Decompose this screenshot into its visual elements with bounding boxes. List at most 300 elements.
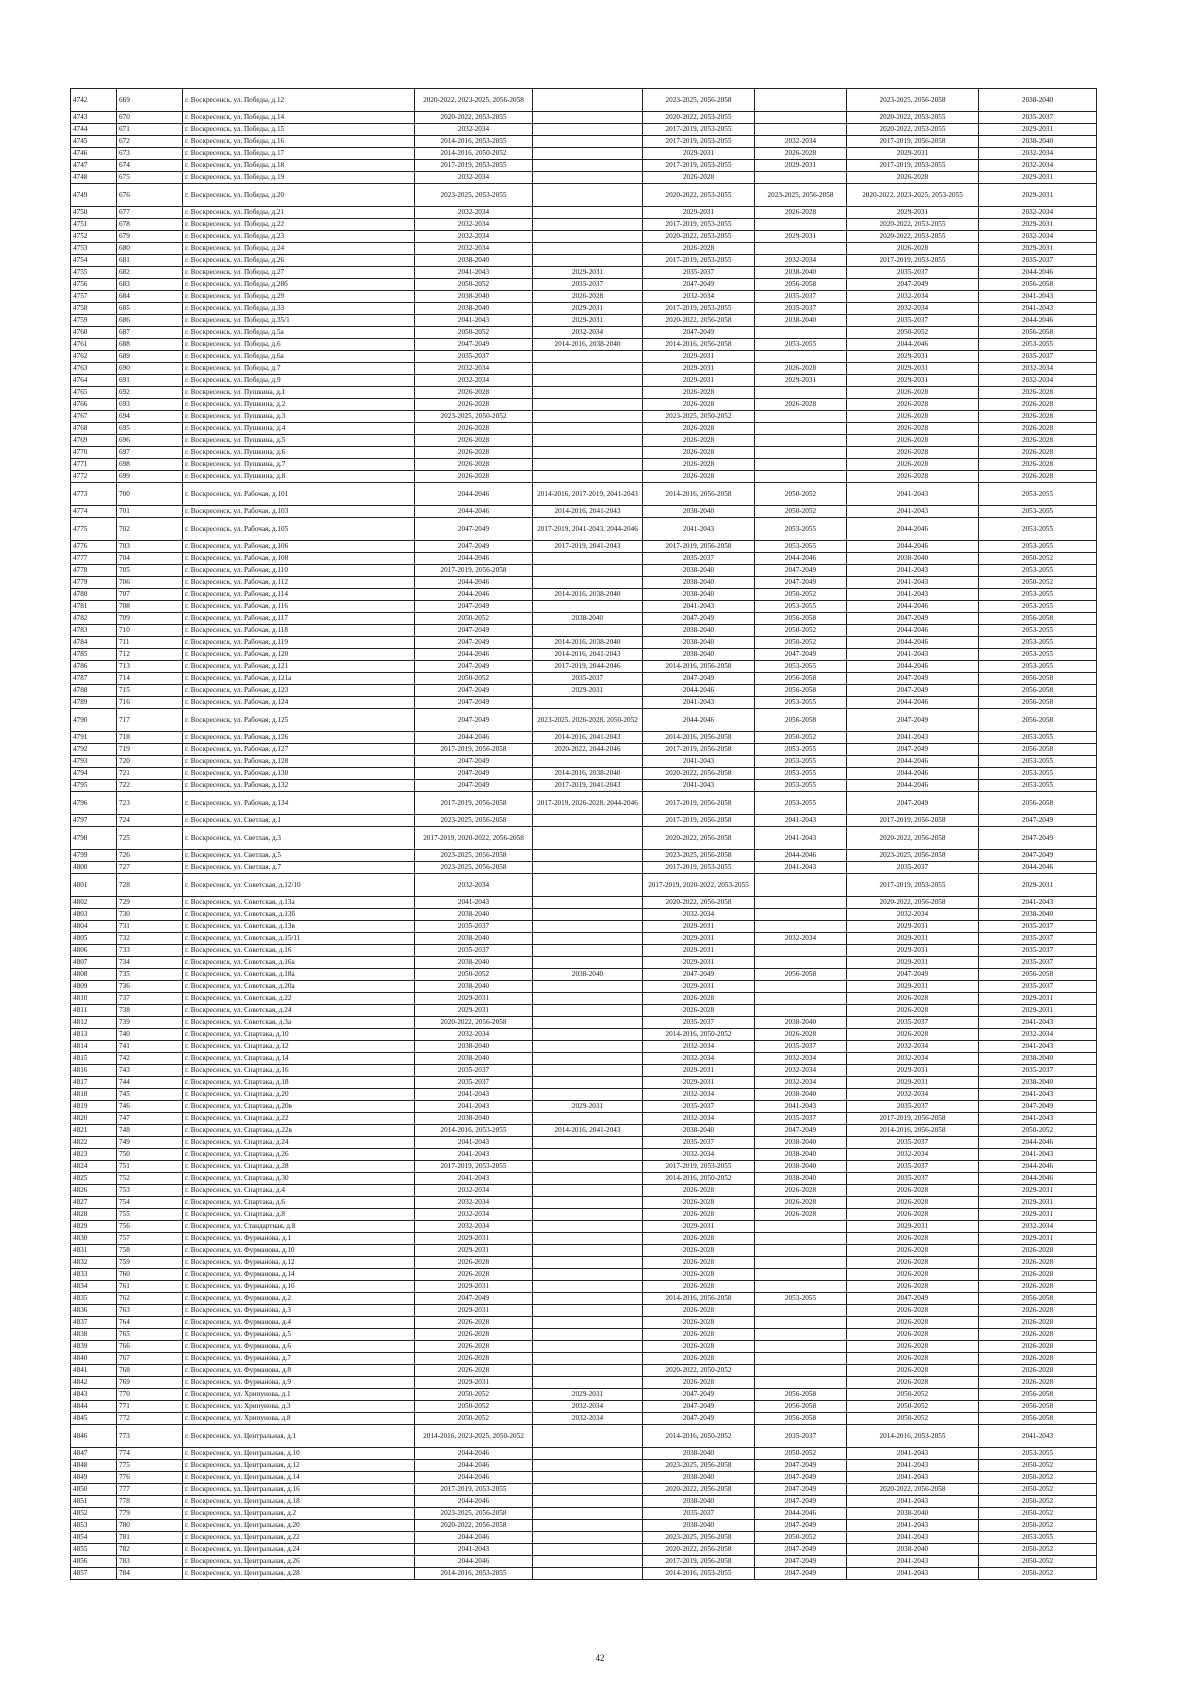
table-row	[71, 351, 1097, 363]
table-cell: г. Воскресенск, ул. Рабочая, д.106	[183, 541, 415, 553]
table-cell: 2032-2034	[533, 1413, 643, 1425]
table-cell: 2032-2034	[847, 909, 979, 921]
table-cell: 2029-2031	[847, 375, 979, 387]
table-cell: 2029-2031	[979, 874, 1097, 897]
table-cell: г. Воскресенск, ул. Победы, д.6	[183, 339, 415, 351]
table-cell: 2026-2028	[415, 435, 533, 447]
table-cell: г. Воскресенск, ул. Спартака, д.28	[183, 1161, 415, 1173]
table-cell: 2032-2034	[755, 933, 847, 945]
table-cell: 748	[117, 1125, 183, 1137]
table-cell: 2047-2049	[847, 685, 979, 697]
table-cell: 2032-2034	[847, 303, 979, 315]
table-cell	[533, 207, 643, 219]
table-cell: 2047-2049	[755, 577, 847, 589]
table-cell: 2041-2043	[415, 267, 533, 279]
table-cell: 2047-2049	[643, 327, 755, 339]
table-cell: 4846	[71, 1425, 117, 1448]
table-cell: 4824	[71, 1161, 117, 1173]
table-cell: г. Воскресенск, ул. Победы, д.35/1	[183, 315, 415, 327]
table-cell: 713	[117, 661, 183, 673]
table-cell: 2029-2031	[979, 184, 1097, 207]
table-cell: 4780	[71, 589, 117, 601]
table-cell: 2029-2031	[415, 1245, 533, 1257]
table-cell: 2044-2046	[415, 1556, 533, 1568]
table-cell: 2044-2046	[755, 553, 847, 565]
table-cell: 2032-2034	[847, 1041, 979, 1053]
table-cell: 2014-2016, 2056-2058	[643, 732, 755, 744]
table-cell: 2050-2052	[979, 553, 1097, 565]
table-cell: 2047-2049	[415, 541, 533, 553]
table-cell: 4838	[71, 1329, 117, 1341]
table-cell: г. Воскресенск, ул. Светлая, д.1	[183, 815, 415, 827]
table-cell: 2029-2031	[755, 375, 847, 387]
table-cell: 2017-2019, 2053-2055	[847, 160, 979, 172]
table-cell: г. Воскресенск, ул. Рабочая, д.103	[183, 506, 415, 518]
table-row	[71, 184, 1097, 207]
table-cell	[755, 909, 847, 921]
table-cell: 2038-2040	[847, 1544, 979, 1556]
table-cell: г. Воскресенск, ул. Победы, д.12	[183, 89, 415, 112]
table-cell: 2029-2031	[415, 993, 533, 1005]
table-row	[71, 661, 1097, 673]
table-cell: 2020-2022, 2023-2025, 2056-2058	[415, 89, 533, 112]
table-cell: 2035-2037	[755, 1425, 847, 1448]
table-cell: 2023-2025, 2056-2058	[755, 184, 847, 207]
table-cell	[755, 243, 847, 255]
table-cell: 2029-2031	[643, 921, 755, 933]
table-cell: 2029-2031	[643, 375, 755, 387]
table-row	[71, 1233, 1097, 1245]
table-cell: 2026-2028	[979, 1317, 1097, 1329]
table-cell: г. Воскресенск, ул. Советская, д.15/11	[183, 933, 415, 945]
table-cell: 2026-2028	[643, 1317, 755, 1329]
table-cell: 4818	[71, 1089, 117, 1101]
table-cell: 2017-2019, 2026-2028, 2044-2046	[533, 792, 643, 815]
table-row	[71, 577, 1097, 589]
table-cell: 2053-2055	[979, 768, 1097, 780]
table-cell: 2026-2028	[643, 172, 755, 184]
table-cell: г. Воскресенск, ул. Рабочая, д.119	[183, 637, 415, 649]
table-cell	[755, 1269, 847, 1281]
table-row	[71, 1556, 1097, 1568]
table-row	[71, 471, 1097, 483]
table-cell: 2044-2046	[847, 637, 979, 649]
table-cell: г. Воскресенск, ул. Пушкина, д.6	[183, 447, 415, 459]
table-cell: 780	[117, 1520, 183, 1532]
table-cell: г. Воскресенск, ул. Спартака, д.24	[183, 1137, 415, 1149]
table-cell: 2056-2058	[979, 697, 1097, 709]
table-row	[71, 1209, 1097, 1221]
table-cell: г. Воскресенск, ул. Рабочая, д.125	[183, 709, 415, 732]
table-cell: 770	[117, 1389, 183, 1401]
table-row	[71, 1305, 1097, 1317]
table-cell: 2041-2043	[755, 1101, 847, 1113]
table-cell: 2053-2055	[755, 661, 847, 673]
table-row	[71, 589, 1097, 601]
table-cell: 2050-2052	[979, 1125, 1097, 1137]
table-cell: 2044-2046	[415, 1472, 533, 1484]
table-cell	[533, 601, 643, 613]
table-cell: 2050-2052	[755, 1532, 847, 1544]
table-cell	[533, 112, 643, 124]
table-cell: 2041-2043	[415, 1544, 533, 1556]
table-cell: г. Воскресенск, ул. Победы, д.9	[183, 375, 415, 387]
table-cell: 4832	[71, 1257, 117, 1269]
table-cell: 685	[117, 303, 183, 315]
table-cell: 2023-2025, 2056-2058	[415, 815, 533, 827]
table-cell: 750	[117, 1149, 183, 1161]
table-cell: 4821	[71, 1125, 117, 1137]
table-cell: 2026-2028	[415, 447, 533, 459]
table-cell: г. Воскресенск, ул. Хрипунова, д.8	[183, 1413, 415, 1425]
table-cell: 2026-2028	[979, 459, 1097, 471]
table-cell: г. Воскресенск, ул. Фурманова, д.1	[183, 1233, 415, 1245]
table-cell: 2035-2037	[847, 267, 979, 279]
table-cell: 4752	[71, 231, 117, 243]
table-cell: г. Воскресенск, ул. Победы, д.29	[183, 291, 415, 303]
table-cell: г. Воскресенск, ул. Победы, д.19	[183, 172, 415, 184]
table-cell: 2029-2031	[979, 1005, 1097, 1017]
table-cell: 2053-2055	[979, 661, 1097, 673]
table-cell: 4781	[71, 601, 117, 613]
table-cell: 2026-2028	[643, 1329, 755, 1341]
table-cell	[755, 423, 847, 435]
table-cell: 2020-2022, 2056-2058	[643, 1484, 755, 1496]
table-row	[71, 447, 1097, 459]
table-cell: 737	[117, 993, 183, 1005]
table-cell: 2017-2019, 2053-2055	[643, 219, 755, 231]
table-cell: 4742	[71, 89, 117, 112]
table-cell: 2047-2049	[643, 1401, 755, 1413]
table-cell: 2047-2049	[415, 709, 533, 732]
table-cell: 2041-2043	[847, 1460, 979, 1472]
table-cell: г. Воскресенск, ул. Фурманова, д.2	[183, 1293, 415, 1305]
table-cell: 2026-2028	[847, 1353, 979, 1365]
table-cell: 2056-2058	[979, 673, 1097, 685]
table-cell: 781	[117, 1532, 183, 1544]
table-cell: 2032-2034	[643, 1113, 755, 1125]
table-row	[71, 613, 1097, 625]
table-cell: 2035-2037	[847, 1017, 979, 1029]
table-cell: 2026-2028	[847, 1197, 979, 1209]
table-cell	[533, 255, 643, 267]
table-cell	[755, 1221, 847, 1233]
table-cell: 2026-2028	[847, 471, 979, 483]
table-cell: 2044-2046	[415, 589, 533, 601]
table-cell: 2053-2055	[979, 625, 1097, 637]
table-cell: 2044-2046	[847, 541, 979, 553]
table-cell	[533, 1341, 643, 1353]
table-cell: 2035-2037	[533, 279, 643, 291]
table-row	[71, 909, 1097, 921]
table-cell: 2056-2058	[979, 969, 1097, 981]
table-cell	[533, 862, 643, 874]
table-cell: 4753	[71, 243, 117, 255]
table-cell: 2041-2043	[847, 577, 979, 589]
table-cell: 2029-2031	[847, 1065, 979, 1077]
table-row	[71, 207, 1097, 219]
table-cell: 2050-2052	[979, 1496, 1097, 1508]
table-cell: 4850	[71, 1484, 117, 1496]
table-cell: 2053-2055	[979, 589, 1097, 601]
table-cell: 784	[117, 1568, 183, 1580]
table-cell: 2023-2025, 2056-2058	[643, 1532, 755, 1544]
table-cell: 2017-2019, 2053-2055	[415, 160, 533, 172]
table-cell	[755, 1317, 847, 1329]
table-cell: 2041-2043	[847, 1532, 979, 1544]
table-cell: 4844	[71, 1401, 117, 1413]
table-cell: 2017-2019, 2044-2046	[533, 661, 643, 673]
table-cell: 2032-2034	[755, 1077, 847, 1089]
table-row	[71, 1221, 1097, 1233]
table-cell: 2014-2016, 2041-2043	[533, 732, 643, 744]
table-cell: 2038-2040	[415, 957, 533, 969]
table-cell	[533, 219, 643, 231]
table-cell	[533, 850, 643, 862]
table-cell: г. Воскресенск, ул. Рабочая, д.108	[183, 553, 415, 565]
table-cell: г. Воскресенск, ул. Фурманова, д.4	[183, 1317, 415, 1329]
table-cell: г. Воскресенск, ул. Рабочая, д.116	[183, 601, 415, 613]
table-cell: 2041-2043	[755, 827, 847, 850]
table-cell: 4786	[71, 661, 117, 673]
table-cell: 2050-2052	[415, 1401, 533, 1413]
table-cell	[755, 921, 847, 933]
table-cell: г. Воскресенск, ул. Советская, д.12/10	[183, 874, 415, 897]
page-number: 42	[595, 1653, 605, 1663]
table-cell	[533, 1377, 643, 1389]
table-cell: 2041-2043	[415, 1137, 533, 1149]
table-cell: 2020-2022, 2056-2058	[643, 768, 755, 780]
table-cell: 2029-2031	[847, 363, 979, 375]
table-cell: 2032-2034	[979, 1221, 1097, 1233]
table-row	[71, 1185, 1097, 1197]
table-cell: 2026-2028	[847, 1257, 979, 1269]
table-row	[71, 1101, 1097, 1113]
table-cell: 2053-2055	[979, 601, 1097, 613]
table-cell: 2020-2022, 2056-2058	[643, 1544, 755, 1556]
table-cell	[533, 1257, 643, 1269]
table-cell: 2017-2019, 2056-2058	[643, 1556, 755, 1568]
table-cell: 2017-2019, 2053-2055	[643, 1161, 755, 1173]
table-cell	[533, 1472, 643, 1484]
table-cell: 2017-2019, 2053-2055	[643, 136, 755, 148]
table-cell: 2023-2025, 2056-2058	[415, 850, 533, 862]
table-cell: г. Воскресенск, ул. Рабочая, д.124	[183, 697, 415, 709]
table-cell: 2026-2028	[643, 459, 755, 471]
table-cell: 2014-2016, 2053-2055	[847, 1425, 979, 1448]
table-cell	[533, 1508, 643, 1520]
table-cell: 2038-2040	[643, 637, 755, 649]
table-cell: 2056-2058	[979, 744, 1097, 756]
table-row	[71, 1520, 1097, 1532]
table-cell: 2041-2043	[755, 862, 847, 874]
table-cell: 763	[117, 1305, 183, 1317]
table-cell: 4839	[71, 1341, 117, 1353]
table-cell: 2029-2031	[643, 981, 755, 993]
table-cell: 2026-2028	[979, 387, 1097, 399]
table-cell: 2041-2043	[415, 1149, 533, 1161]
table-cell: 2047-2049	[415, 780, 533, 792]
table-cell: г. Воскресенск, ул. Пушкина, д.3	[183, 411, 415, 423]
table-row	[71, 792, 1097, 815]
table-cell: 2053-2055	[979, 637, 1097, 649]
table-cell: 738	[117, 1005, 183, 1017]
table-cell: 753	[117, 1185, 183, 1197]
table-cell: 2032-2034	[979, 375, 1097, 387]
table-cell	[533, 1281, 643, 1293]
table-row	[71, 1137, 1097, 1149]
table-cell	[533, 375, 643, 387]
table-cell	[533, 423, 643, 435]
table-cell: 2050-2052	[755, 589, 847, 601]
table-cell: г. Воскресенск, ул. Фурманова, д.5	[183, 1329, 415, 1341]
table-cell: 4848	[71, 1460, 117, 1472]
table-row	[71, 1317, 1097, 1329]
table-cell: 2038-2040	[979, 89, 1097, 112]
table-cell: 4760	[71, 327, 117, 339]
table-cell: г. Воскресенск, ул. Центральная, д.24	[183, 1544, 415, 1556]
table-row	[71, 1293, 1097, 1305]
table-cell: 2038-2040	[533, 613, 643, 625]
table-row	[71, 1245, 1097, 1257]
table-cell: г. Воскресенск, ул. Рабочая, д.134	[183, 792, 415, 815]
table-cell: 2038-2040	[643, 1520, 755, 1532]
table-cell: 4855	[71, 1544, 117, 1556]
table-row	[71, 756, 1097, 768]
table-cell: 4796	[71, 792, 117, 815]
table-cell: 4825	[71, 1173, 117, 1185]
table-cell	[755, 1353, 847, 1365]
table-cell: 2044-2046	[979, 1161, 1097, 1173]
table-cell: 2044-2046	[979, 267, 1097, 279]
table-cell	[533, 1544, 643, 1556]
table-cell: 4794	[71, 768, 117, 780]
table-cell: 2056-2058	[979, 327, 1097, 339]
table-cell: г. Воскресенск, ул. Пушкина, д.2	[183, 399, 415, 411]
table-cell: 2032-2034	[415, 243, 533, 255]
table-cell	[533, 1568, 643, 1580]
table-cell: 2026-2028	[643, 1377, 755, 1389]
table-cell: 2026-2028	[979, 1353, 1097, 1365]
table-row	[71, 601, 1097, 613]
table-cell: 2038-2040	[847, 1508, 979, 1520]
table-cell: 2041-2043	[979, 1425, 1097, 1448]
table-cell: 766	[117, 1341, 183, 1353]
table-cell: г. Воскресенск, ул. Центральная, д.26	[183, 1556, 415, 1568]
table-cell: 4748	[71, 172, 117, 184]
table-cell: 2056-2058	[755, 279, 847, 291]
table-cell: 2056-2058	[755, 709, 847, 732]
table-cell	[755, 1281, 847, 1293]
table-cell: 2041-2043	[415, 897, 533, 909]
table-cell: 700	[117, 483, 183, 506]
table-cell	[533, 459, 643, 471]
table-cell: 2017-2019, 2053-2055	[415, 1484, 533, 1496]
table-cell	[533, 363, 643, 375]
table-cell: 2047-2049	[415, 625, 533, 637]
table-row	[71, 1077, 1097, 1089]
table-cell: 2029-2031	[643, 363, 755, 375]
table-cell: 2038-2040	[643, 1472, 755, 1484]
table-cell	[533, 933, 643, 945]
table-cell: 2035-2037	[643, 1017, 755, 1029]
table-cell: 4803	[71, 909, 117, 921]
table-cell: 2035-2037	[979, 981, 1097, 993]
table-cell: 2017-2019, 2053-2055	[643, 255, 755, 267]
table-cell: 2038-2040	[415, 255, 533, 267]
table-cell: г. Воскресенск, ул. Победы, д.22	[183, 219, 415, 231]
table-cell: 2056-2058	[979, 685, 1097, 697]
table-cell: 2032-2034	[755, 136, 847, 148]
table-cell: г. Воскресенск, ул. Рабочая, д.121	[183, 661, 415, 673]
table-cell: 2020-2022, 2056-2058	[415, 1520, 533, 1532]
table-cell: г. Воскресенск, ул. Рабочая, д.127	[183, 744, 415, 756]
table-cell: 2032-2034	[847, 1089, 979, 1101]
table-cell	[533, 1520, 643, 1532]
table-cell: г. Воскресенск, ул. Советская, д.24	[183, 1005, 415, 1017]
table-row	[71, 315, 1097, 327]
table-cell: 2032-2034	[415, 375, 533, 387]
table-cell: 4814	[71, 1041, 117, 1053]
table-cell	[533, 1197, 643, 1209]
table-cell	[533, 387, 643, 399]
table-cell: 4802	[71, 897, 117, 909]
table-cell: 2020-2022, 2050-2052	[643, 1365, 755, 1377]
table-cell: г. Воскресенск, ул. Рабочая, д.105	[183, 518, 415, 541]
table-cell: 2029-2031	[533, 685, 643, 697]
table-cell: 2047-2049	[847, 709, 979, 732]
table-cell: г. Воскресенск, ул. Спартака, д.8	[183, 1209, 415, 1221]
table-cell: 4759	[71, 315, 117, 327]
table-cell: 2050-2052	[755, 732, 847, 744]
table-cell: 2026-2028	[643, 387, 755, 399]
table-cell: 2026-2028	[847, 243, 979, 255]
table-cell: 709	[117, 613, 183, 625]
table-cell: 4826	[71, 1185, 117, 1197]
table-cell: 2041-2043	[979, 897, 1097, 909]
table-cell: 4773	[71, 483, 117, 506]
table-cell: 2032-2034	[847, 1053, 979, 1065]
table-row	[71, 231, 1097, 243]
table-cell: 2050-2052	[979, 1472, 1097, 1484]
table-row	[71, 1508, 1097, 1520]
table-cell: 2026-2028	[847, 1029, 979, 1041]
table-cell: 673	[117, 148, 183, 160]
table-cell: 2050-2052	[755, 637, 847, 649]
table-cell: 2056-2058	[755, 673, 847, 685]
table-cell: 2017-2019, 2056-2058	[415, 565, 533, 577]
table-cell: 2044-2046	[755, 850, 847, 862]
table-cell: 2044-2046	[847, 756, 979, 768]
table-cell: 4827	[71, 1197, 117, 1209]
table-cell: 2029-2031	[979, 1209, 1097, 1221]
table-row	[71, 435, 1097, 447]
table-cell: 4835	[71, 1293, 117, 1305]
table-cell	[533, 1185, 643, 1197]
table-cell	[533, 1161, 643, 1173]
table-cell: 4822	[71, 1137, 117, 1149]
table-row	[71, 160, 1097, 172]
table-cell	[533, 957, 643, 969]
table-cell	[755, 124, 847, 136]
table-cell: 2026-2028	[847, 447, 979, 459]
table-cell: 2050-2052	[979, 1484, 1097, 1496]
table-row	[71, 363, 1097, 375]
table-cell: 2020-2022, 2053-2055	[847, 112, 979, 124]
table-cell: 703	[117, 541, 183, 553]
table-cell: 2056-2058	[755, 1401, 847, 1413]
table-cell: 4756	[71, 279, 117, 291]
